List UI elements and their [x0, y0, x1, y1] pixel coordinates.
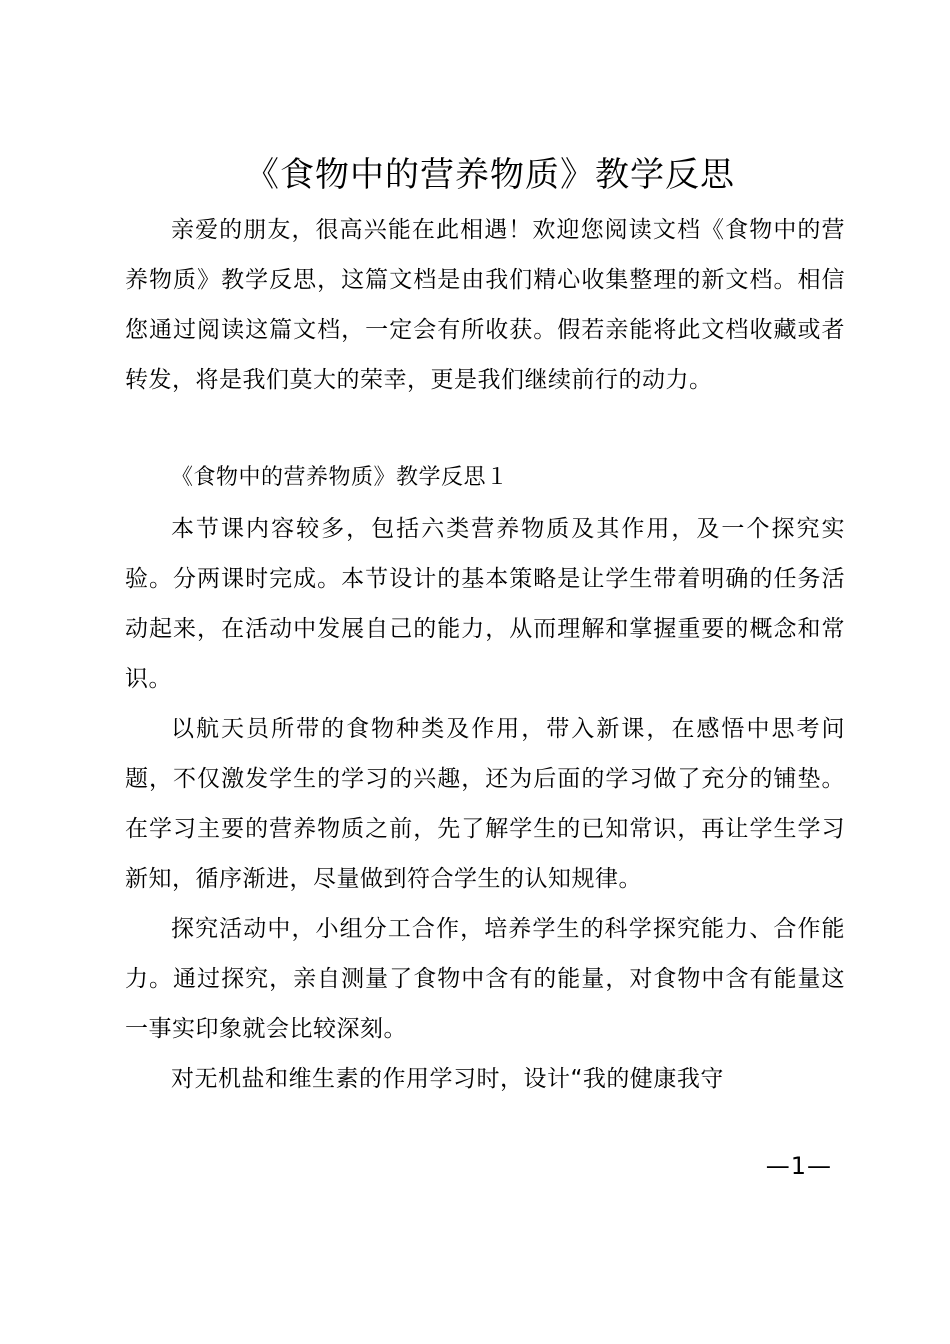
document-title: 《食物中的营养物质》教学反思: [245, 155, 735, 195]
body-paragraph-4: 对无机盐和维生素的作用学习时，设计“我的健康我守: [171, 1066, 724, 1092]
page-number: —1—: [765, 1152, 832, 1180]
intro-paragraph: 亲爱的朋友，很高兴能在此相遇！欢迎您阅读文档《食物中的营养物质》教学反思，这篇文档是由我们精心收集整理的新文档。相信您通过阅读这篇文档，一定会有所收获。假若亲能将此文档收藏或者转发，将是我们莫大的荣幸，更是我们继续前行的动力。: [125, 217, 845, 393]
body-paragraph-2: 以航天员所带的食物种类及作用，带入新课，在感悟中思考问题，不仅激发学生的学习的兴趣，还为后面的学习做了充分的铺垫。在学习主要的营养物质之前，先了解学生的已知常识，再让学生学习新知，循序渐进，尽量做到符合学生的认知规律。: [125, 716, 845, 892]
section-heading: 《食物中的营养物质》教学反思１: [171, 465, 509, 490]
body-paragraph-1: 本节课内容较多，包括六类营养物质及其作用，及一个探究实验。分两课时完成。本节设计的基本策略是让学生带着明确的任务活动起来，在活动中发展自己的能力，从而理解和掌握重要的概念和常识。: [125, 516, 845, 692]
body-paragraph-3: 探究活动中，小组分工合作，培养学生的科学探究能力、合作能力。通过探究，亲自测量了食物中含有的能量，对食物中含有能量这一事实印象就会比较深刻。: [125, 916, 845, 1042]
